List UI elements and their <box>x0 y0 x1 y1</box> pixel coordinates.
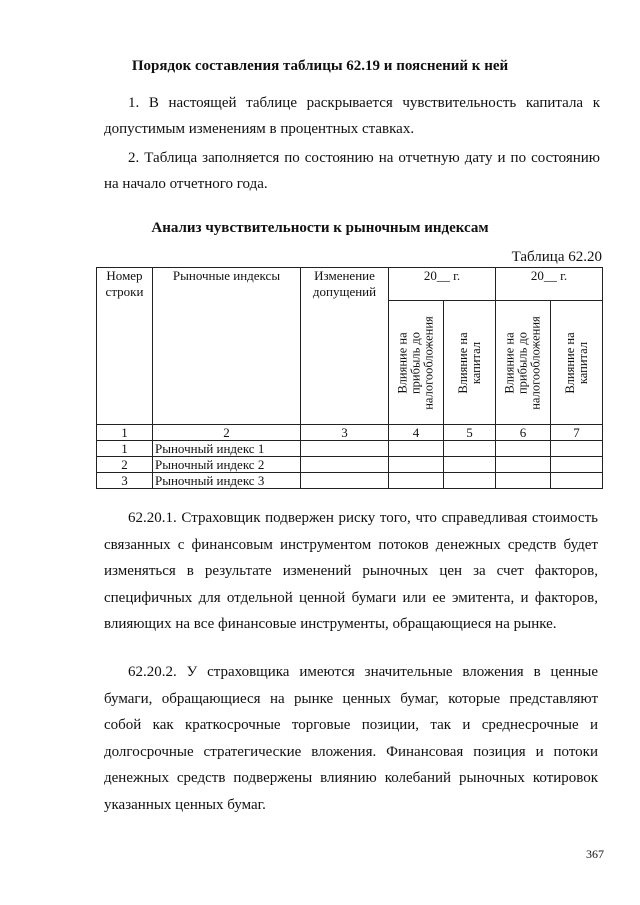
table-row <box>97 473 603 489</box>
cell-empty <box>301 473 389 489</box>
row-number: 1 <box>97 441 153 457</box>
column-number-6: 6 <box>496 425 551 441</box>
section-heading: Порядок составления таблицы 62.19 и пояснений к ней <box>131 58 509 74</box>
cell-empty <box>551 473 603 489</box>
paragraph-1: 1. В настоящей таблице раскрывается чувствительность капитала к допустимым изменениям в процентных ставках. <box>104 95 600 137</box>
cell-empty <box>389 457 444 473</box>
row-index-name: Рыночный индекс 1 <box>153 441 301 457</box>
header-effect-profit-1-label: Влияние на прибыль до налогообложения <box>395 315 436 410</box>
header-effect-profit-2-label: Влияние на прибыль до налогообложения <box>502 315 543 410</box>
column-number-1: 1 <box>97 425 153 441</box>
header-year-1: 20__ г. <box>389 268 496 301</box>
cell-empty <box>551 441 603 457</box>
table-row <box>97 441 603 457</box>
paragraph-2: 2. Таблица заполняется по состоянию на отчетную дату и по состоянию на начало отчетного года. <box>104 150 600 192</box>
cell-empty <box>301 441 389 457</box>
header-year-2: 20__ г. <box>496 268 603 301</box>
column-number-2: 2 <box>153 425 301 441</box>
header-effect-capital-2-label: Влияние на капитал <box>562 331 590 394</box>
page-number: 367 <box>586 847 604 861</box>
row-index-name: Рыночный индекс 2 <box>153 457 301 473</box>
cell-empty <box>389 441 444 457</box>
column-number-4: 4 <box>389 425 444 441</box>
cell-empty <box>444 441 496 457</box>
column-number-7: 7 <box>551 425 603 441</box>
header-row-number: Номер строки <box>97 268 153 425</box>
table-row <box>97 457 603 473</box>
column-number-3: 3 <box>301 425 389 441</box>
header-market-indices: Рыночные индексы <box>153 268 301 425</box>
table-title: Анализ чувствительности к рыночным индексам <box>151 220 489 236</box>
header-effect-profit-2 <box>496 301 551 425</box>
table-number: Таблица 62.20 <box>511 249 602 265</box>
cell-empty <box>496 473 551 489</box>
cell-empty <box>389 473 444 489</box>
sensitivity-table <box>96 267 603 489</box>
header-effect-capital-1 <box>444 301 496 425</box>
header-effect-capital-2 <box>551 301 603 425</box>
header-effect-profit-1 <box>389 301 444 425</box>
column-number-5: 5 <box>444 425 496 441</box>
paragraph-62-20-2: 62.20.2. У страховщика имеются значительные вложения в ценные бумаги, обращающиеся на рынке ценных бумаг, которые представляют собой как краткосрочные торговые позиции, так и среднесрочные и долгосрочные стратегические вложения. Финансовая позиция и потоки денежных средств подвержены влиянию колебаний рыночных котировок указанных ценных бумаг. <box>104 664 598 813</box>
header-assumption-change: Изменение допущений <box>301 268 389 425</box>
row-number: 2 <box>97 457 153 473</box>
cell-empty <box>301 457 389 473</box>
cell-empty <box>496 457 551 473</box>
cell-empty <box>444 473 496 489</box>
row-index-name: Рыночный индекс 3 <box>153 473 301 489</box>
cell-empty <box>444 457 496 473</box>
paragraph-62-20-1: 62.20.1. Страховщик подвержен риску того, что справедливая стоимость связанных с финансовым инструментом потоков денежных средств будет изменяться в результате изменений рыночных цен за счет факторов, специфичных для отдельной ценной бумаги или ее эмитента, и факторов, влияющих на все финансовые инструменты, обращающиеся на рынке. <box>104 510 598 632</box>
cell-empty <box>551 457 603 473</box>
row-number: 3 <box>97 473 153 489</box>
header-effect-capital-1-label: Влияние на капитал <box>455 331 483 394</box>
cell-empty <box>496 441 551 457</box>
